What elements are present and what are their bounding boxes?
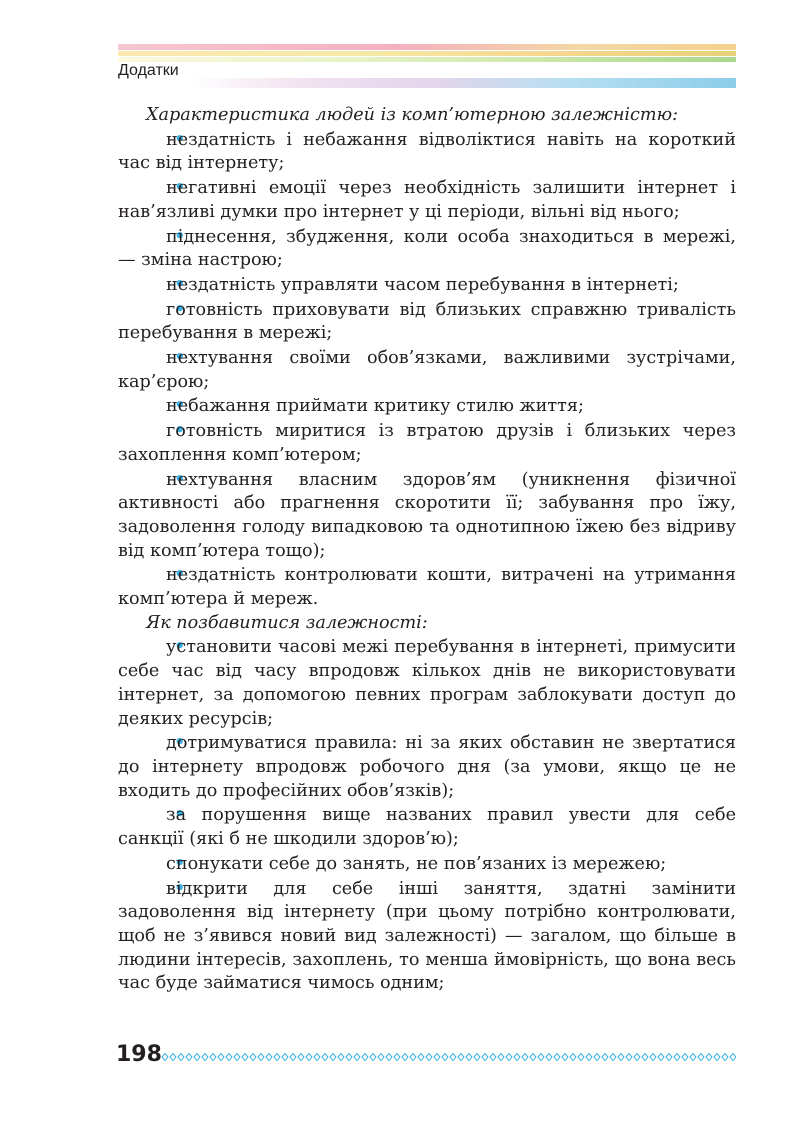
ornament-diamond <box>658 1054 664 1061</box>
ornament-diamond <box>202 1054 208 1061</box>
ornament-diamond <box>362 1054 368 1061</box>
ornament-diamond <box>482 1054 488 1061</box>
ornament-diamond <box>314 1054 320 1061</box>
ornament-diamond <box>666 1054 672 1061</box>
ornament-diamond <box>594 1054 600 1061</box>
ornament-diamond <box>210 1054 216 1061</box>
list-item: • нездатність контролювати кошти, витрачені на утримання комп’ютера й мереж. <box>118 563 736 611</box>
ornament-diamond <box>634 1054 640 1061</box>
ornament-diamond <box>706 1054 712 1061</box>
ornament-diamond <box>338 1054 344 1061</box>
ornament-diamond <box>226 1054 232 1061</box>
footer-ornament <box>160 1052 736 1062</box>
ornament-diamond <box>530 1054 536 1061</box>
ornament-diamond <box>370 1054 376 1061</box>
list-item: • готовність приховувати від близьких справжню тривалість перебування в мережі; <box>118 298 736 346</box>
list-item: • готовність миритися із втратою друзів і близьких через захоплення комп’ютером; <box>118 419 736 467</box>
ornament-diamond <box>522 1054 528 1061</box>
list-item: • нехтування власним здоров’ям (уникнення фізичної активності або прагнення скоротити її; забування про їжу, задоволення голоду випадковою та однотипною їжею без відриву від комп’ютера тощо); <box>118 468 736 564</box>
ornament-diamond <box>186 1054 192 1061</box>
ornament-diamond <box>346 1054 352 1061</box>
ornament-diamond <box>386 1054 392 1061</box>
heading-how-to-quit: Як позбавитися залежності: <box>146 612 428 633</box>
ornament-diamond <box>258 1054 264 1061</box>
list-item: • негативні емоції через необхідність залишити інтернет і нав’язливі думки про інтернет у ці періоди, вільні від нього; <box>118 176 736 224</box>
page-content <box>118 104 736 996</box>
ornament-diamond <box>306 1054 312 1061</box>
ornament-diamond <box>714 1054 720 1061</box>
header-color-band <box>118 44 736 62</box>
list-item: • нехтування своїми обов’язками, важливими зустрічами, кар’єрою; <box>118 346 736 394</box>
list-item: • спонукати себе до занять, не пов’язаних із мережею; <box>118 852 736 877</box>
ornament-diamond <box>298 1054 304 1061</box>
section-title: Додатки <box>118 62 179 79</box>
ornament-diamond <box>194 1054 200 1061</box>
ornament-diamond <box>250 1054 256 1061</box>
ornament-diamond <box>354 1054 360 1061</box>
ornament-diamond <box>178 1054 184 1061</box>
ornament-diamond <box>698 1054 704 1061</box>
ornament-diamond <box>394 1054 400 1061</box>
ornament-diamond <box>418 1054 424 1061</box>
ornament-diamond <box>242 1054 248 1061</box>
page-number: 198 <box>116 1042 162 1067</box>
ornament-diamond <box>586 1054 592 1061</box>
ornament-diamond <box>474 1054 480 1061</box>
ornament-diamond <box>618 1054 624 1061</box>
ornament-diamond <box>730 1054 736 1061</box>
list-item: • піднесення, збудження, коли особа знаходиться в мережі, — зміна настрою; <box>118 225 736 273</box>
ornament-diamond <box>490 1054 496 1061</box>
ornament-diamond <box>602 1054 608 1061</box>
ornament-diamond <box>402 1054 408 1061</box>
ornament-diamond <box>426 1054 432 1061</box>
ornament-diamond <box>170 1054 176 1061</box>
ornament-diamond <box>274 1054 280 1061</box>
ornament-diamond <box>642 1054 648 1061</box>
ornament-diamond <box>290 1054 296 1061</box>
ornament-diamond <box>458 1054 464 1061</box>
list-item: • за порушення вище названих правил увести для себе санкції (які б не шкодили здоров’ю); <box>118 803 736 851</box>
ornament-diamond <box>442 1054 448 1061</box>
ornament-diamond <box>554 1054 560 1061</box>
ornament-diamond <box>538 1054 544 1061</box>
ornament-diamond <box>626 1054 632 1061</box>
ornament-diamond <box>330 1054 336 1061</box>
ornament-diamond <box>450 1054 456 1061</box>
ornament-diamond <box>234 1054 240 1061</box>
ornament-diamond <box>466 1054 472 1061</box>
ornament-diamond <box>722 1054 728 1061</box>
ornament-diamond <box>282 1054 288 1061</box>
ornament-diamond <box>674 1054 680 1061</box>
ornament-diamond <box>410 1054 416 1061</box>
heading-characteristics: Характеристика людей із комп’ютерною залежністю: <box>146 105 678 125</box>
ornament-diamond <box>650 1054 656 1061</box>
ornament-diamond <box>570 1054 576 1061</box>
ornament-diamond <box>322 1054 328 1061</box>
ornament-diamond <box>546 1054 552 1061</box>
list-item: • установити часові межі перебування в інтернеті, примусити себе час від часу впродовж кількох днів не використовувати інтернет, за допомогою певних програм заблокувати доступ до деяких ресурсів; <box>118 635 736 731</box>
list-item: • нездатність управляти часом перебування в інтернеті; <box>118 273 736 298</box>
ornament-diamond <box>610 1054 616 1061</box>
list-item: • нездатність і небажання відволіктися навіть на короткий час від інтернету; <box>118 128 736 176</box>
ornament-diamond <box>218 1054 224 1061</box>
ornament-diamond <box>562 1054 568 1061</box>
ornament-diamond <box>162 1054 168 1061</box>
ornament-diamond <box>506 1054 512 1061</box>
header-underline-band <box>190 78 736 88</box>
list-item: • дотримуватися правила: ні за яких обставин не звертатися до інтернету впродовж робочого дня (за умови, якщо це не входить до професійних обов’язків); <box>118 731 736 803</box>
ornament-diamond <box>578 1054 584 1061</box>
ornament-diamond <box>498 1054 504 1061</box>
list-item: • відкрити для себе інші заняття, здатні замінити задоволення від інтернету (при цьому потрібно контролювати, щоб не з’явився новий вид залежності) — загалом, що більше в людини інтересів, захоплень, то менша ймовірність, що вона весь час буде займатися чимось одним; <box>118 877 736 997</box>
ornament-diamond <box>434 1054 440 1061</box>
ornament-diamond <box>690 1054 696 1061</box>
list-item: • небажання приймати критику стилю життя; <box>118 394 736 419</box>
ornament-diamond <box>378 1054 384 1061</box>
ornament-diamond <box>514 1054 520 1061</box>
ornament-diamond <box>266 1054 272 1061</box>
ornament-diamond <box>682 1054 688 1061</box>
